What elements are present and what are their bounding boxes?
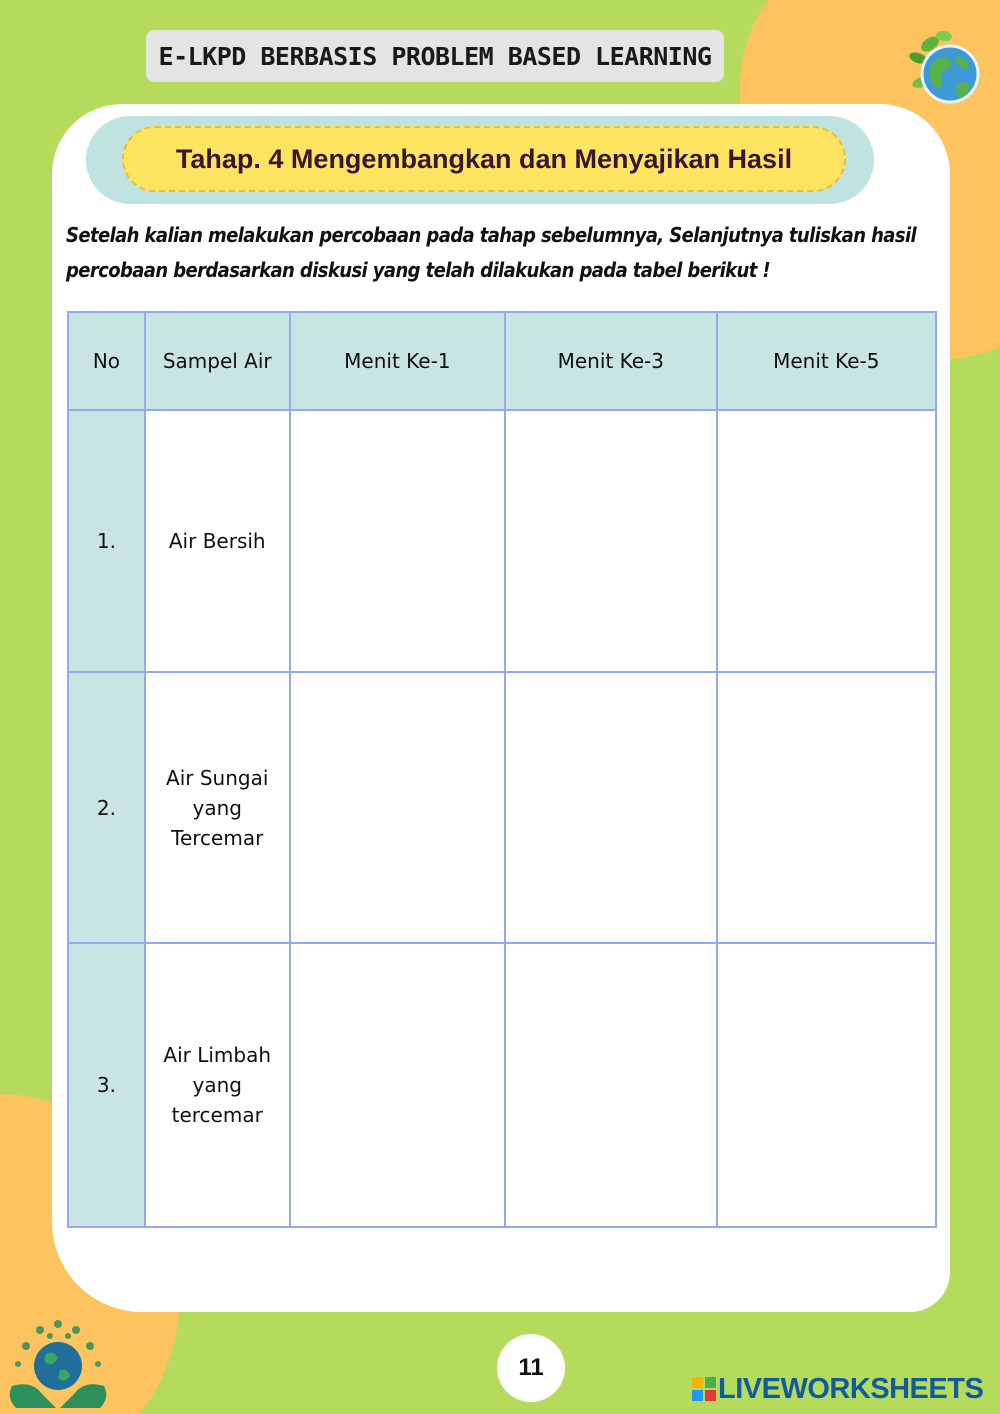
sample-label-line: tercemar <box>171 1103 263 1127</box>
header-minute-3: Menit Ke-3 <box>505 312 716 410</box>
liveworksheets-logo-icon <box>692 1377 716 1401</box>
earth-globe-icon <box>904 22 982 110</box>
sample-label-line: Air Sungai <box>166 765 269 790</box>
sample-label-line: yang <box>192 795 242 820</box>
answer-cell-minute-5[interactable] <box>717 672 936 943</box>
sample-cell <box>145 943 290 1227</box>
section-title: Tahap. 4 Mengembangkan dan Menyajikan Hasil <box>122 126 846 192</box>
table-row <box>68 943 936 1227</box>
page-number: 11 <box>497 1334 565 1402</box>
answer-cell-minute-1[interactable] <box>290 943 505 1227</box>
answer-cell-minute-1[interactable] <box>290 410 505 672</box>
instruction-line-2: percobaan berdasarkan diskusi yang telah dilakukan pada tabel berikut ! <box>66 258 770 282</box>
answer-cell-minute-1[interactable] <box>290 672 505 943</box>
header-sample: Sampel Air <box>145 312 290 410</box>
results-table <box>67 311 937 1228</box>
header-no: No <box>68 312 145 410</box>
sample-label: Air Bersih <box>168 529 266 553</box>
header-minute-5: Menit Ke-5 <box>717 312 936 410</box>
liveworksheets-brand <box>692 1372 983 1406</box>
sample-cell <box>145 672 290 943</box>
answer-cell-minute-5[interactable] <box>717 410 936 672</box>
row-number: 2. <box>68 672 145 943</box>
instruction-text <box>66 218 946 288</box>
answer-cell-minute-5[interactable] <box>717 943 936 1227</box>
worksheet-header-title: E-LKPD BERBASIS PROBLEM BASED LEARNING <box>146 30 724 82</box>
answer-cell-minute-3[interactable] <box>505 943 716 1227</box>
sample-label-line: yang <box>192 1073 242 1097</box>
sample-label-line: Air Limbah <box>163 1043 272 1067</box>
header-minute-1: Menit Ke-1 <box>290 312 505 410</box>
table-header-row <box>68 312 936 410</box>
answer-cell-minute-3[interactable] <box>505 672 716 943</box>
answer-cell-minute-3[interactable] <box>505 410 716 672</box>
table-row <box>68 672 936 943</box>
sample-label-line: Tercemar <box>171 825 264 850</box>
instruction-line-1: Setelah kalian melakukan percobaan pada tahap sebelumnya, Selanjutnya tuliskan hasil <box>66 223 917 247</box>
sample-cell <box>145 410 290 672</box>
eco-hands-globe-icon <box>6 1316 110 1412</box>
row-number: 1. <box>68 410 145 672</box>
row-number: 3. <box>68 943 145 1227</box>
liveworksheets-wordmark: LIVEWORKSHEETS <box>718 1372 984 1405</box>
table-row <box>68 410 936 672</box>
